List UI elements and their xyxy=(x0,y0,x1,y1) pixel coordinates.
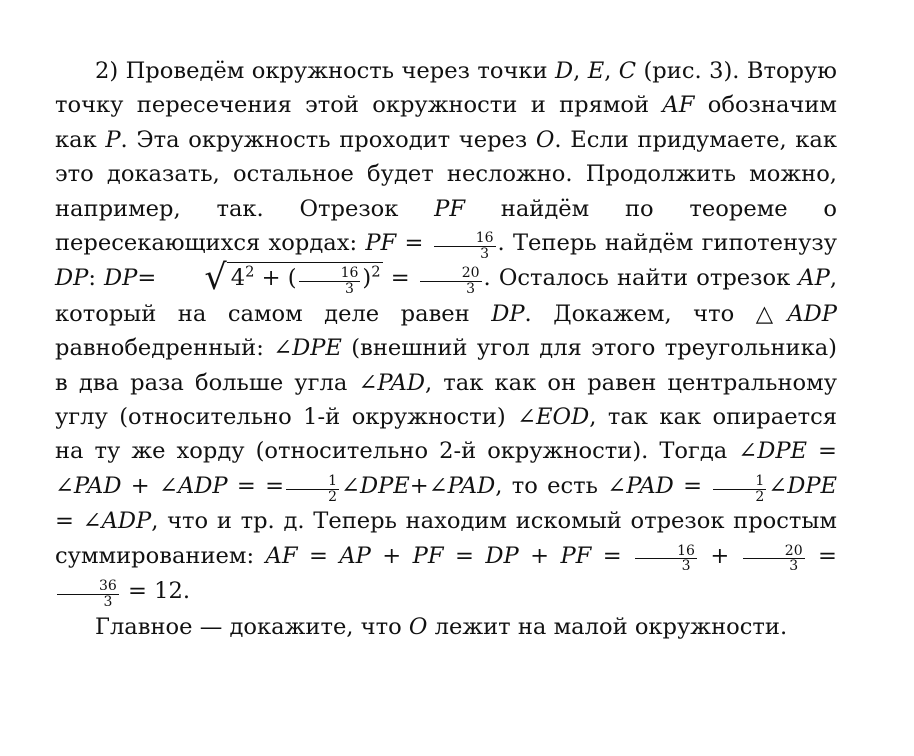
solution-text xyxy=(55,54,837,644)
fraction: $\frac{1}{2}$ xyxy=(286,474,339,504)
solution-paragraph: 2) Проведём окружность через точки D, E, C (рис. 3). Вторую точку пересечения этой окружности и прямой AF обозначим как P. Эта окружность проходит через O. Если придумаете, как это доказать, остальное будет несложно. Продолжить можно, например, так. Отрезок PF найдём по теореме о пересекающихся хордах: PF = $\frac{16}{3}$ . Теперь найдём гипотенузу DP: DP= √ $4^2$ + ( $\frac{16}{3}$ )$^2$ = $\frac{20}{3}$ . Осталось найти отрезок AP, который на самом деле равен DP. Докажем, что △ADP равнобедренный: ∠DPE (внешний угол для этого треугольника) в два раза больше угла ∠PAD, так как он равен центральному углу (относительно 1-й окружности) ∠EOD, так как опирается на ту же хорду (относительно 2-й окружности). Тогда ∠DPE = ∠PAD + ∠ADP = = $\frac{1}{2}$ ∠DPE+∠PAD, то есть ∠PAD = $\frac{1}{2}$ ∠DPE = ∠ADP, что и тр. д. Теперь находим искомый отрезок простым суммированием: AF = AP + PF = DP + PF = $\frac{16}{3}$ + $\frac{20}{3}$ = $\frac{36}{3}$ = 12. xyxy=(55,58,838,610)
fraction: $\frac{16}{3}$ xyxy=(434,231,496,261)
conclusion-paragraph: Главное — докажите, что O лежит на малой окружности. xyxy=(95,613,788,640)
fraction: $\frac{16}{3}$ xyxy=(635,544,697,574)
fraction: $\frac{36}{3}$ xyxy=(57,579,119,609)
square-root: √ $4^2$ + ( $\frac{16}{3}$ )$^2$ xyxy=(204,257,381,299)
fraction: $\frac{20}{3}$ xyxy=(420,266,482,296)
fraction: $\frac{20}{3}$ xyxy=(743,544,805,574)
fraction: $\frac{1}{2}$ xyxy=(713,474,766,504)
fraction: $\frac{16}{3}$ xyxy=(299,266,361,296)
